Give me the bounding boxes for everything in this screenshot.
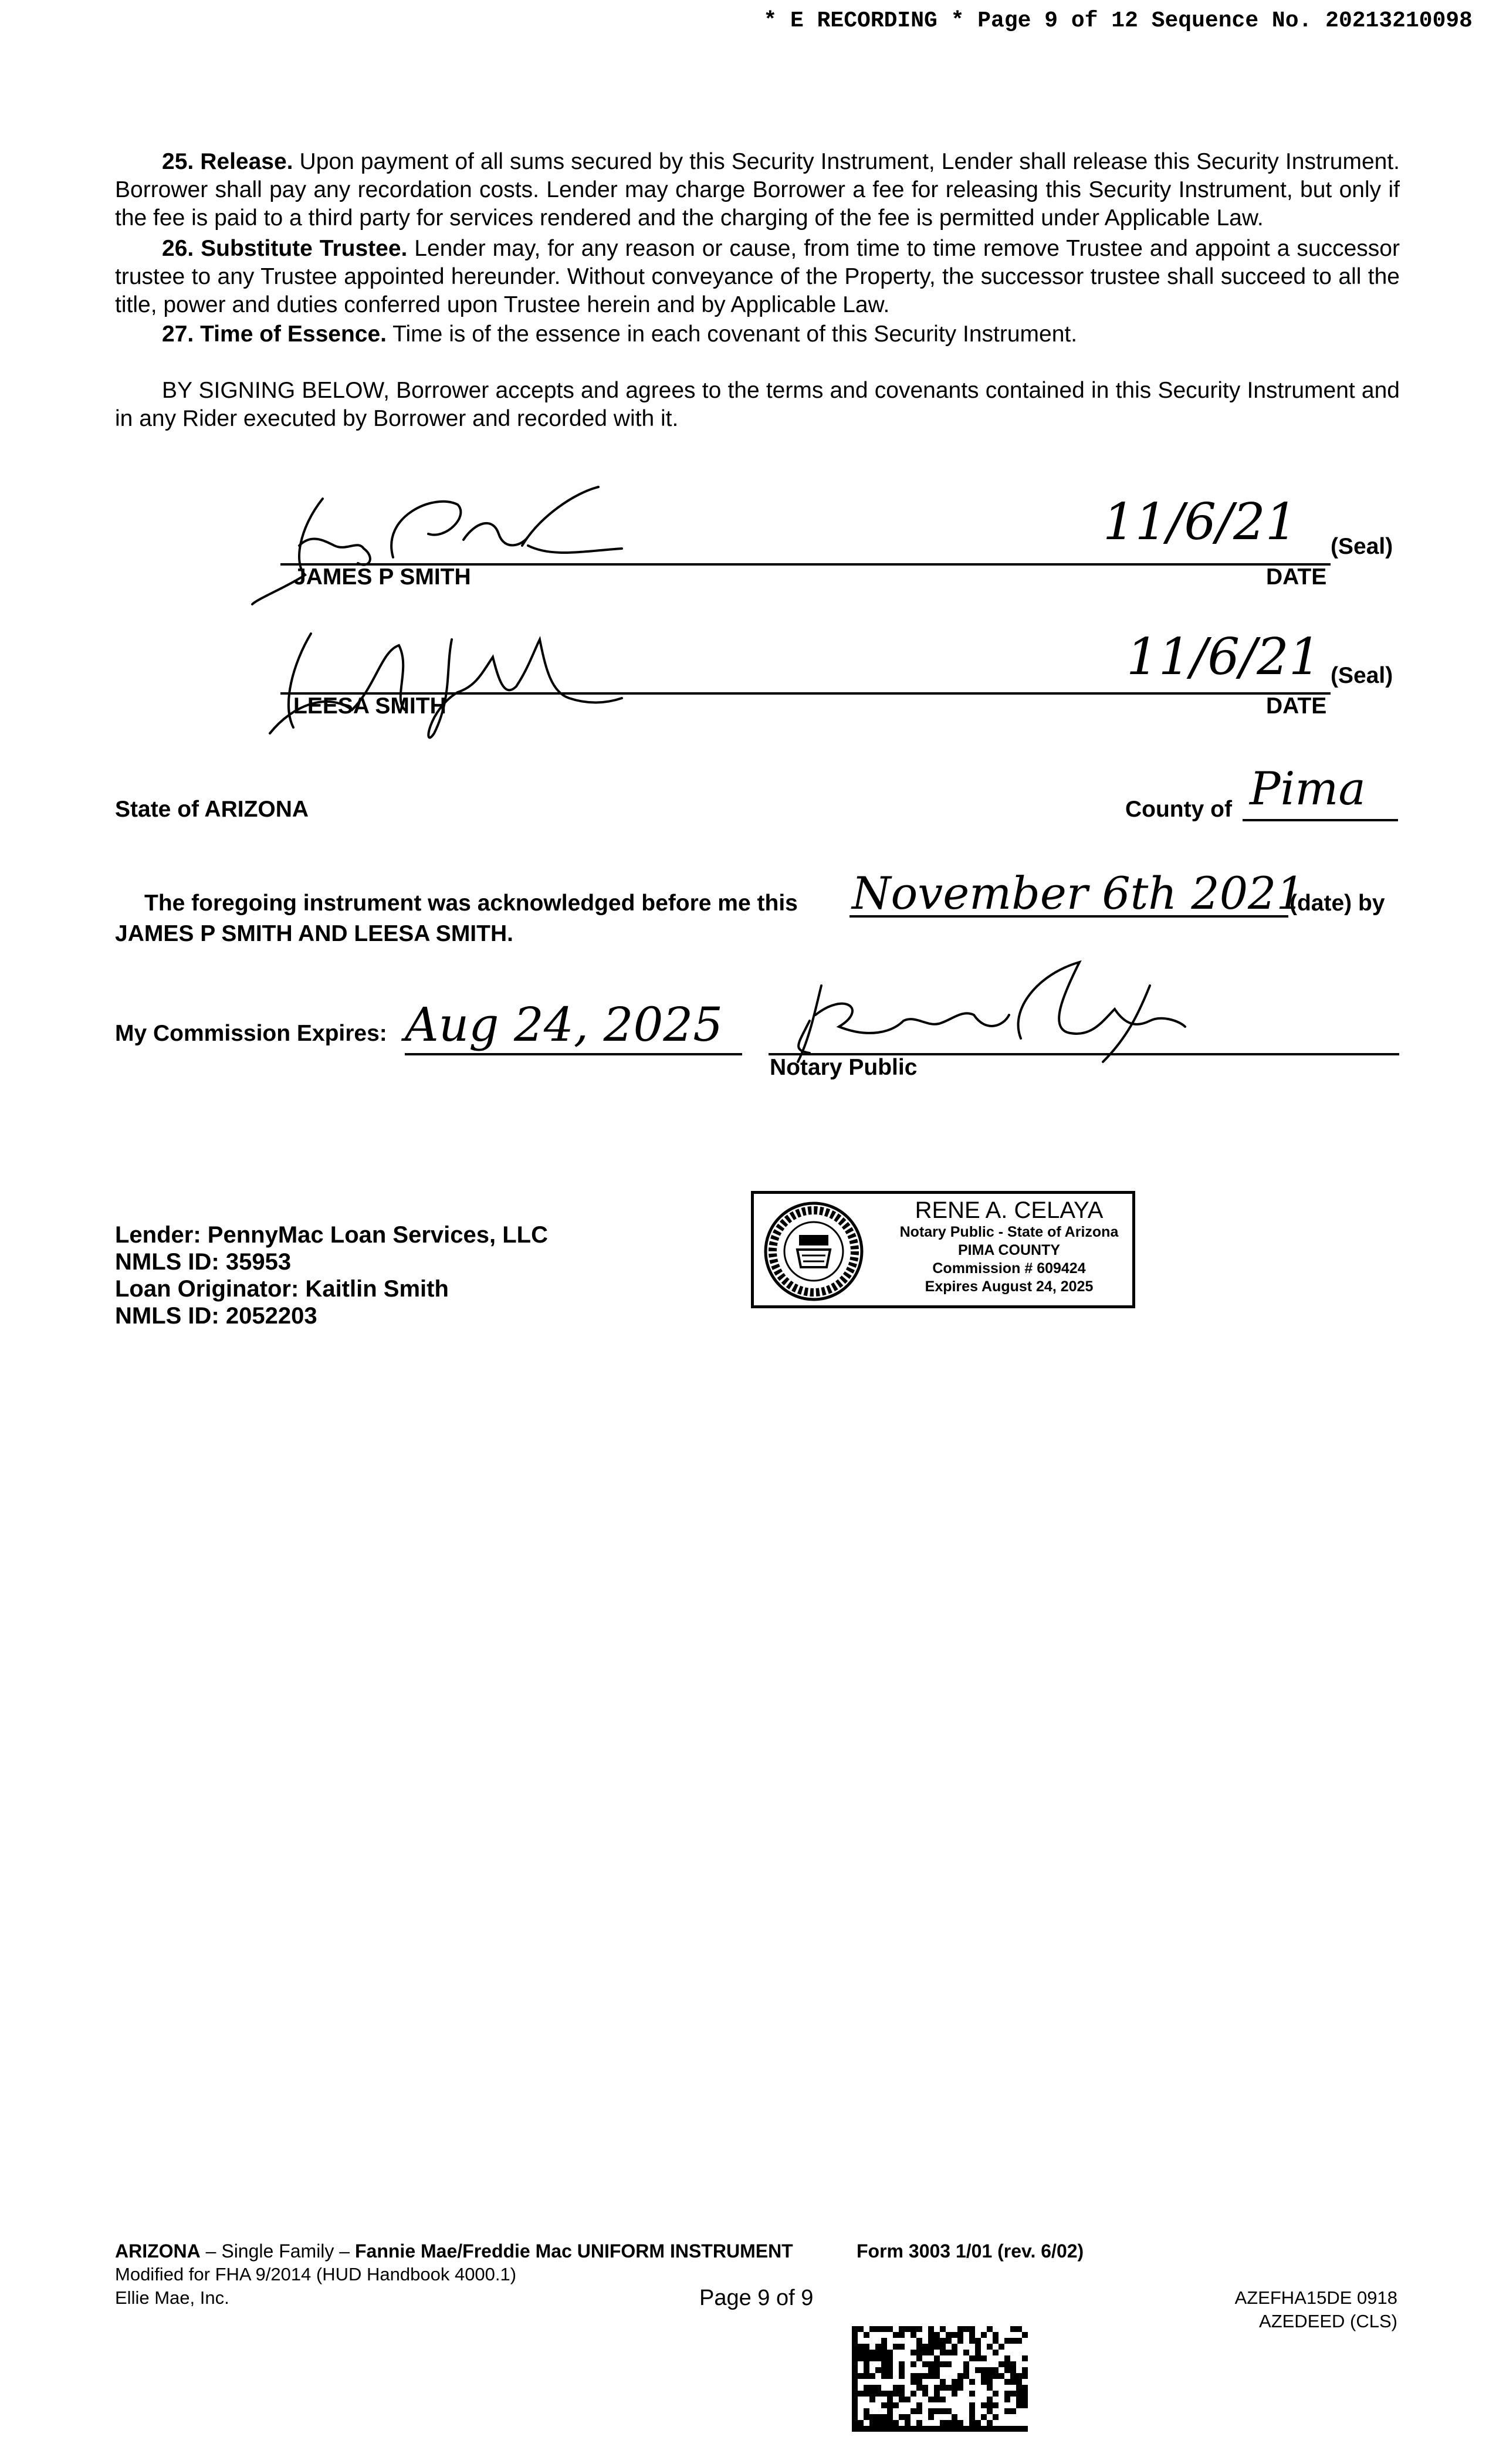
- signature-james-p-smith: [246, 481, 634, 616]
- seal-label-1: (Seal): [1331, 534, 1393, 559]
- barcode-icon: [852, 2326, 1028, 2432]
- footer-page: Page 9 of 9: [699, 2286, 814, 2310]
- county-handwritten: Pima: [1250, 763, 1366, 815]
- handwritten-date-1: 11/6/21: [1103, 493, 1298, 551]
- signer-name-2: LEESA SMITH: [293, 693, 446, 719]
- lender-name: Lender: PennyMac Loan Services, LLC: [115, 1222, 548, 1248]
- section-26: [115, 235, 1400, 319]
- date-label-2: DATE: [1266, 693, 1327, 719]
- stamp-line-1: Notary Public - State of Arizona: [899, 1224, 1119, 1240]
- originator-nmls: NMLS ID: 2052203: [115, 1303, 317, 1329]
- county-line: [1243, 819, 1398, 821]
- footer-state: ARIZONA: [115, 2240, 201, 2262]
- ack-date-handwritten: November 6th 2021: [852, 867, 1305, 919]
- notary-name: RENE A. CELAYA: [915, 1197, 1104, 1223]
- ack-text: The foregoing instrument was acknowledged before me this: [144, 891, 798, 916]
- footer-code-1: AZEFHA15DE 0918: [1234, 2287, 1397, 2308]
- date-label-1: DATE: [1266, 564, 1327, 590]
- recording-header: * E RECORDING * Page 9 of 12 Sequence No. 20213210098: [763, 8, 1473, 33]
- signing-statement: BY SIGNING BELOW, Borrower accepts and agrees to the terms and covenants contained in this Security Instrument and in any Rider executed by Borrower and recorded with it.: [115, 378, 1400, 431]
- section-title: Time of Essence.: [200, 321, 387, 347]
- section-text: Upon payment of all sums secured by this Security Instrument, Lender shall release this Security Instrument. Borrower shall pay any recordation costs. Lender may charge Borrower a fee for releasing this Security Instrument, but only if the fee is paid to a third party for services rendered and the charging of the fee is permitted under Applicable Law.: [115, 149, 1400, 231]
- seal-label-2: (Seal): [1331, 663, 1393, 688]
- commission-label: My Commission Expires:: [115, 1021, 387, 1046]
- arizona-seal-icon: [761, 1200, 867, 1302]
- lender-block: [115, 1221, 548, 1329]
- notary-signature: [774, 950, 1197, 1085]
- section-27: [115, 320, 1400, 348]
- section-number: 25.: [162, 149, 194, 174]
- notary-stamp: [751, 1191, 1135, 1308]
- county-label: County of: [1125, 797, 1232, 822]
- section-number: 26.: [162, 236, 194, 261]
- loan-originator: Loan Originator: Kaitlin Smith: [115, 1276, 449, 1302]
- section-text: Lender may, for any reason or cause, from time to time remove Trustee and appoint a successor trustee to any Trustee appointed hereunder. Without conveyance of the Property, the successor trustee shall succeed to all the title, power and duties conferred upon Trustee herein and by Applicable Law.: [115, 236, 1400, 317]
- notary-public-label: Notary Public: [770, 1055, 918, 1080]
- signer-name-1: JAMES P SMITH: [293, 564, 471, 590]
- footer-dash: – Single Family –: [200, 2240, 355, 2262]
- stamp-line-3: Commission # 609424: [932, 1260, 1086, 1277]
- footer-form: Form 3003 1/01 (rev. 6/02): [857, 2240, 1084, 2262]
- section-25: [115, 148, 1400, 232]
- ack-date-suffix: (date) by: [1289, 891, 1385, 916]
- footer-modified: Modified for FHA 9/2014 (HUD Handbook 4000.1): [115, 2264, 517, 2284]
- lender-nmls: NMLS ID: 35953: [115, 1249, 292, 1275]
- handwritten-date-2: 11/6/21: [1126, 628, 1321, 686]
- stamp-text: [889, 1197, 1129, 1296]
- section-number: 27.: [162, 321, 194, 347]
- footer-code-2: AZEDEED (CLS): [1259, 2311, 1397, 2331]
- signature-leesa-smith: [258, 616, 634, 757]
- ack-names: JAMES P SMITH AND LEESA SMITH.: [115, 921, 513, 946]
- section-title: Substitute Trustee.: [201, 236, 408, 261]
- stamp-line-4: Expires August 24, 2025: [925, 1278, 1094, 1295]
- state-label: State of ARIZONA: [115, 797, 309, 822]
- section-text: Time is of the essence in each covenant of this Security Instrument.: [392, 321, 1078, 347]
- footer-instrument: Fannie Mae/Freddie Mac UNIFORM INSTRUMENT: [354, 2240, 793, 2262]
- footer-company: Ellie Mae, Inc.: [115, 2287, 229, 2308]
- stamp-line-2: PIMA COUNTY: [957, 1242, 1061, 1258]
- footer-title-line: [115, 2240, 793, 2262]
- section-title: Release.: [200, 149, 293, 174]
- commission-line: [405, 1053, 742, 1055]
- commission-handwritten: Aug 24, 2025: [405, 997, 723, 1052]
